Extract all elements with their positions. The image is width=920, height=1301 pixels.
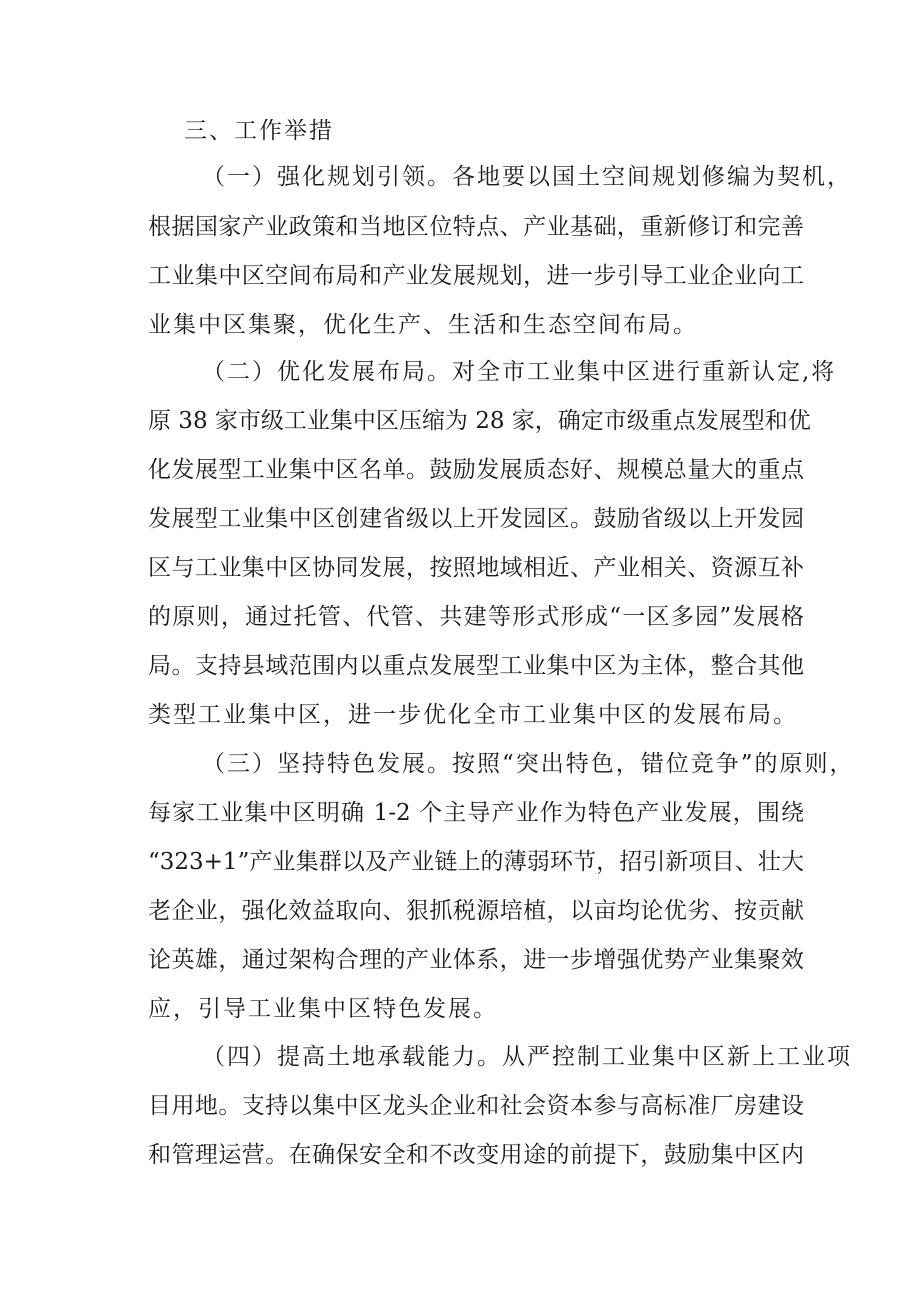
paragraph-4-line-1: （四）提高土地承载能力。从严控制工业集中区新上工业项 xyxy=(202,1044,852,1070)
paragraph-1-line-4: 业集中区集聚，优化生产、生活和生态空间布局。 xyxy=(148,312,698,338)
paragraph-1-line-1: （一）强化规划引领。各地要以国土空间规划修编为契机， xyxy=(202,164,852,190)
paragraph-4-line-2: 目用地。支持以集中区龙头企业和社会资本参与高标准厂房建设 xyxy=(148,1093,804,1119)
paragraph-2-line-7: 局。支持县域范围内以重点发展型工业集中区为主体，整合其他 xyxy=(148,653,804,679)
paragraph-3-line-6: 应，引导工业集中区特色发展。 xyxy=(148,996,498,1022)
paragraph-1-line-3: 工业集中区空间布局和产业发展规划，进一步引导工业企业向工 xyxy=(148,263,804,289)
paragraph-3-line-4: 老企业，强化效益取向、狠抓税源培植，以亩均论优劣、按贡献 xyxy=(148,898,804,924)
paragraph-2-line-2: 原 38 家市级工业集中区压缩为 28 家，确定市级重点发展型和优 xyxy=(148,408,811,434)
paragraph-3-line-2: 每家工业集中区明确 1-2 个主导产业作为特色产业发展，围绕 xyxy=(148,800,804,826)
paragraph-4-line-3: 和管理运营。在确保安全和不改变用途的前提下，鼓励集中区内 xyxy=(148,1142,804,1168)
paragraph-2-line-3: 化发展型工业集中区名单。鼓励发展质态好、规模总量大的重点 xyxy=(148,457,804,483)
paragraph-1-line-2: 根据国家产业政策和当地区位特点、产业基础，重新修订和完善 xyxy=(148,214,804,240)
paragraph-3-line-5: 论英雄，通过架构合理的产业体系，进一步增强优势产业集聚效 xyxy=(148,947,804,973)
section-heading: 三、工作举措 xyxy=(184,118,334,144)
paragraph-2-line-6: 的原则，通过托管、代管、共建等形式形成“一区多园”发展格 xyxy=(148,604,804,630)
paragraph-2-line-1: （二）优化发展布局。对全市工业集中区进行重新认定,将 xyxy=(202,359,837,385)
paragraph-3-line-1: （三）坚持特色发展。按照“突出特色，错位竞争”的原则， xyxy=(202,751,855,777)
paragraph-2-line-5: 区与工业集中区协同发展，按照地域相近、产业相关、资源互补 xyxy=(148,555,804,581)
paragraph-2-line-8: 类型工业集中区，进一步优化全市工业集中区的发展布局。 xyxy=(148,702,798,728)
paragraph-3-line-3: “323+1”产业集群以及产业链上的薄弱环节，招引新项目、壮大 xyxy=(148,849,804,875)
paragraph-2-line-4: 发展型工业集中区创建省级以上开发园区。鼓励省级以上开发园 xyxy=(148,506,804,532)
